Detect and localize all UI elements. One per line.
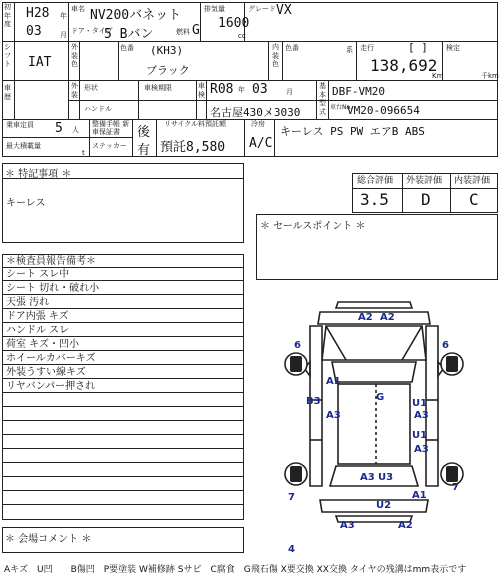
inspector-note-row: シート 切れ・破れ小 (3, 282, 243, 295)
color-name: ブラック (146, 64, 190, 77)
type-label: 基本型式 (319, 82, 326, 116)
door-type: 5 Bバン (104, 27, 154, 42)
overall-rating: 3.5 (360, 190, 389, 209)
inspector-note-row-empty (3, 450, 243, 463)
capacity: 5 (55, 121, 63, 136)
mileage-bracket: [ ] (408, 41, 428, 54)
diagram-mark: B3 (306, 396, 321, 407)
chassis: VM20-096654 (347, 104, 420, 117)
diagram-mark: G (376, 392, 385, 403)
color-label: 色番 (120, 44, 134, 52)
month-unit: 月 (60, 31, 67, 39)
fuel-label: 燃料 (176, 28, 190, 36)
car-name: NV200バネット (90, 8, 182, 23)
inspector-note-row: ホイールカバーキズ (3, 352, 243, 365)
diagram-mark: A2 (358, 312, 373, 323)
diagram-mark: U2 (376, 500, 392, 511)
inspector-note-row: 荷室 キズ・凹小 (3, 338, 243, 351)
diagram-mark: A3 (360, 472, 375, 483)
outside-label: 外装 (71, 82, 78, 99)
sales-points-title: ＊ セールスポイント ＊ (260, 221, 366, 232)
mileage-unit: Km (432, 72, 444, 80)
handle-label: ハンドル (84, 105, 112, 113)
color-code: (KH3) (150, 44, 184, 57)
grade: VX (276, 3, 292, 18)
seating-label-1: 後 (137, 125, 151, 140)
inspector-note-row: 天張 汚れ (3, 296, 243, 309)
chassis-label: 車台No. (330, 104, 352, 111)
shift-label: シフト (4, 43, 11, 68)
mileage: 138,692 (370, 56, 438, 75)
inspector-note-row-empty (3, 436, 243, 449)
guarantee-label: 整備手帳 新車保証書 (92, 120, 130, 136)
diagram-mark: U3 (378, 472, 394, 483)
diagram-mark: 6 (294, 340, 301, 351)
inspector-note-row: 外装うすい線キズ (3, 366, 243, 379)
interior-label: 内装色 (272, 43, 279, 68)
diagram-mark: 7 (288, 492, 295, 503)
special-note-line: キーレス (6, 198, 46, 209)
exterior-rating-label: 外装評価 (406, 176, 443, 186)
shift: IAT (28, 55, 52, 70)
diagram-mark: A2 (380, 312, 395, 323)
equipment: キーレス PS PW エアB ABS (280, 125, 425, 138)
ac: A/C (249, 136, 273, 151)
interior-color-label: 色番 (285, 44, 299, 52)
mileage-unit2: 千km (481, 72, 499, 80)
inspector-note-row: リヤバンパー押され (3, 380, 243, 393)
inspector-note-row-empty (3, 478, 243, 491)
exterior-label: 外装色 (71, 43, 78, 68)
book-expiry-label: 車検期限 (144, 84, 172, 92)
recycle-label: リサイクル料預託額 (164, 120, 227, 128)
model-code: DBF-VM20 (332, 85, 385, 98)
capacity-label: 乗車定員 (6, 121, 34, 129)
diagram-mark: A3 (326, 410, 341, 421)
diagram-mark: A3 (340, 520, 355, 531)
displacement: 1600 (218, 16, 250, 31)
fuel: G (192, 23, 200, 38)
mileage-label: 走行 (360, 44, 374, 52)
inspection-label: 検定 (446, 44, 460, 52)
interior-rating: C (469, 190, 479, 209)
inspector-notes-box (2, 254, 244, 520)
inspector-notes-title: ＊検査員報告備考＊ (3, 255, 243, 268)
shaken-year-unit: 年 (238, 86, 245, 94)
diagram-mark: A3 (414, 444, 429, 455)
diagram-mark: A1 (326, 376, 341, 387)
interior-color-suffix: 系 (346, 46, 353, 54)
inspector-note-row: ドア内張 キズ (3, 310, 243, 323)
damage-legend: Aキズ U凹 B傷凹 P要塗装 W補修跡 Sサビ C腐食 G飛石傷 X要交換 XX交換 タイヤの残溝はmm表示です (4, 565, 467, 575)
sticker-label: ステッカー (92, 142, 127, 150)
year-unit: 年 (60, 12, 67, 20)
car-name-label: 車名 (71, 5, 85, 13)
shaken-label: 車検 (198, 82, 205, 99)
plate: 名古屋430メ3030 (210, 106, 301, 119)
diagram-mark: 7 (452, 482, 459, 493)
inspector-note-row-empty (3, 492, 243, 505)
special-notes-title: ＊ 特記事項 ＊ (5, 169, 72, 180)
diagram-mark: U1 (412, 430, 428, 441)
interior-rating-label: 内装評価 (454, 176, 491, 186)
shape-label: 形状 (84, 84, 98, 92)
month: 03 (26, 24, 42, 39)
diagram-mark: A2 (398, 520, 413, 531)
max-load-label: 最大積載量 (6, 142, 41, 150)
venue-comment-title: ＊ 会場コメント ＊ (5, 534, 92, 545)
shaken-month-unit: 月 (286, 88, 293, 96)
displacement-unit: cc (238, 32, 246, 40)
diagram-mark: A3 (414, 410, 429, 421)
first-reg-label: 初年度 (4, 3, 11, 28)
inspector-note-row-empty (3, 422, 243, 435)
inspector-note-row: ハンドル スレ (3, 324, 243, 337)
inspector-note-row-empty (3, 408, 243, 421)
grade-label: グレード (248, 5, 276, 13)
recycle: 預託8,580 (160, 140, 226, 155)
year-era: H28 (26, 6, 50, 21)
overall-rating-label: 総合評価 (357, 176, 394, 186)
exterior-rating: D (421, 190, 431, 209)
seating-label-2: 有 (137, 143, 151, 158)
car-damage-diagram (280, 290, 470, 560)
ac-label: 冷房 (251, 120, 265, 128)
diagram-mark: 4 (288, 544, 295, 555)
displacement-label: 排気量 (204, 5, 225, 13)
diagram-mark: 6 (442, 340, 449, 351)
diagram-mark: U1 (412, 398, 428, 409)
capacity-unit: 人 (72, 126, 79, 134)
inspector-note-row-empty (3, 464, 243, 477)
history-label: 車歴 (4, 84, 11, 101)
inspector-note-row-empty (3, 394, 243, 407)
inspector-note-row-empty (3, 506, 243, 519)
max-load-unit: t (82, 149, 85, 157)
door-type-label: ドア・タイプ (71, 27, 113, 35)
shaken-year: R08 (210, 82, 234, 97)
inspector-note-row: シート スレ中 (3, 268, 243, 281)
shaken-month: 03 (252, 82, 268, 97)
diagram-mark: A1 (412, 490, 427, 501)
